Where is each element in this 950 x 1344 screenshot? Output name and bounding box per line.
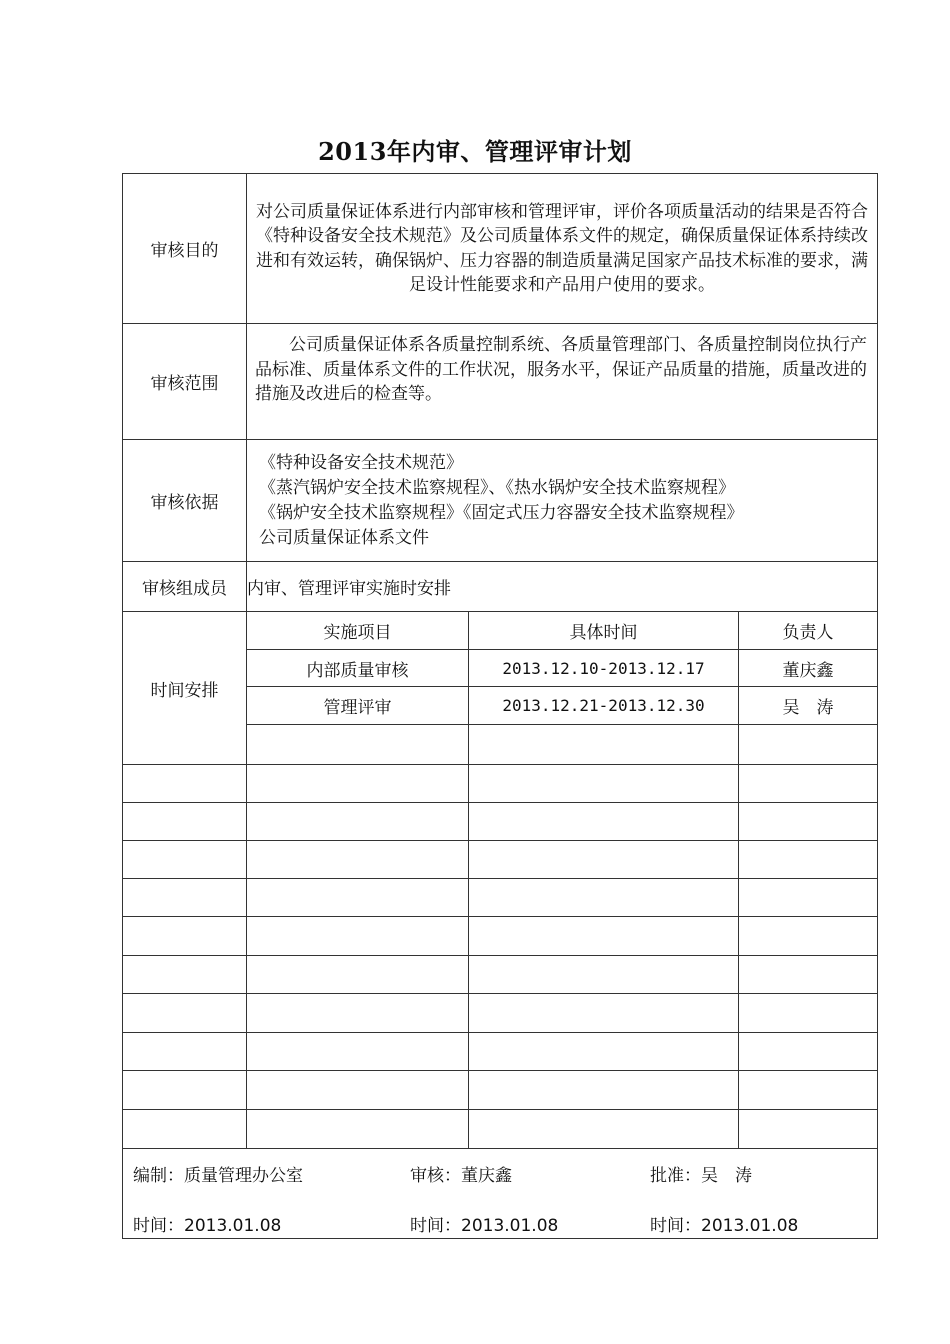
basis-line: 《蒸汽锅炉安全技术监察规程》、《热水锅炉安全技术监察规程》 — [259, 477, 735, 498]
empty-cell — [123, 1033, 247, 1071]
empty-cell — [469, 956, 739, 994]
empty-cell — [247, 1033, 469, 1071]
empty-row — [123, 1033, 878, 1071]
empty-cell — [247, 994, 469, 1033]
empty-cell — [739, 803, 878, 841]
empty-cell — [469, 1033, 739, 1071]
purpose-row — [123, 174, 878, 324]
empty-row — [123, 1071, 878, 1110]
purpose-label: 审核目的 — [123, 174, 247, 324]
schedule-owner: 吴 涛 — [739, 687, 878, 725]
empty-cell — [469, 1110, 739, 1149]
empty-cell — [739, 1071, 878, 1110]
schedule-label: 时间安排 — [123, 612, 247, 765]
empty-cell — [469, 917, 739, 956]
scope-row — [123, 324, 878, 440]
empty-cell — [469, 765, 739, 803]
scope-cell — [247, 324, 878, 440]
page-title: 2013年内审、管理评审计划 — [318, 137, 632, 166]
empty-row — [123, 956, 878, 994]
prepared-by: 编制：质量管理办公室 — [133, 1165, 303, 1186]
empty-row — [123, 765, 878, 803]
empty-cell — [739, 765, 878, 803]
members-text: 内审、管理评审实施时安排 — [247, 562, 878, 612]
empty-cell — [739, 917, 878, 956]
empty-row — [123, 803, 878, 841]
members-row — [123, 562, 878, 612]
purpose-cell — [247, 174, 878, 324]
approved-date: 时间：2013.01.08 — [650, 1215, 799, 1236]
schedule-time: 2013.12.21-2013.12.30 — [469, 687, 739, 725]
empty-row — [123, 994, 878, 1033]
reviewed-by: 审核：董庆鑫 — [410, 1165, 512, 1186]
empty-row — [123, 879, 878, 917]
reviewed-date: 时间：2013.01.08 — [410, 1215, 559, 1236]
audit-plan-table — [122, 173, 878, 1239]
empty-cell — [469, 725, 739, 765]
basis-line: 《特种设备安全技术规范》 — [259, 452, 463, 473]
empty-cell — [123, 765, 247, 803]
signature-row — [123, 1149, 878, 1239]
empty-cell — [123, 956, 247, 994]
empty-cell — [739, 994, 878, 1033]
empty-cell — [739, 956, 878, 994]
schedule-time: 2013.12.10-2013.12.17 — [469, 650, 739, 687]
empty-cell — [247, 841, 469, 879]
schedule-item: 管理评审 — [247, 687, 469, 725]
basis-row — [123, 440, 878, 562]
empty-cell — [247, 879, 469, 917]
scope-text: 公司质量保证体系各质量控制系统、各质量管理部门、各质量控制岗位执行产品标准、质量体系文件的工作状况，服务水平，保证产品质量的措施，质量改进的措施及改进后的检查等。 — [255, 335, 867, 404]
empty-cell — [469, 879, 739, 917]
empty-row — [123, 1110, 878, 1149]
schedule-header-row — [123, 612, 878, 650]
empty-cell — [247, 1110, 469, 1149]
empty-cell — [469, 803, 739, 841]
members-label: 审核组成员 — [123, 562, 247, 612]
prepared-date: 时间：2013.01.08 — [133, 1215, 282, 1236]
empty-cell — [247, 803, 469, 841]
empty-cell — [739, 841, 878, 879]
empty-cell — [123, 803, 247, 841]
basis-line: 《锅炉安全技术监察规程》《固定式压力容器安全技术监察规程》 — [259, 502, 744, 523]
approved-by: 批准：吴 涛 — [650, 1165, 752, 1186]
empty-cell — [247, 917, 469, 956]
scope-label: 审核范围 — [123, 324, 247, 440]
header-time: 具体时间 — [469, 612, 739, 650]
empty-cell — [469, 994, 739, 1033]
purpose-text: 对公司质量保证体系进行内部审核和管理评审，评价各项质量活动的结果是否符合《特种设备安全技术规范》及公司质量体系文件的规定，确保质量保证体系持续改进和有效运转，确保锅炉、压力容器的制造质量满足国家产品技术标准的要求，满足设计性能要求和产品用户使用的要求。 — [256, 201, 869, 295]
empty-cell — [739, 1033, 878, 1071]
empty-cell — [247, 956, 469, 994]
empty-cell — [123, 917, 247, 956]
empty-cell — [469, 841, 739, 879]
empty-cell — [739, 879, 878, 917]
empty-cell — [123, 1110, 247, 1149]
basis-line: 公司质量保证体系文件 — [259, 527, 429, 548]
schedule-owner: 董庆鑫 — [739, 650, 878, 687]
header-owner: 负责人 — [739, 612, 878, 650]
empty-cell — [247, 725, 469, 765]
basis-cell — [247, 440, 878, 562]
empty-cell — [739, 1110, 878, 1149]
empty-row — [123, 841, 878, 879]
header-item: 实施项目 — [247, 612, 469, 650]
empty-cell — [123, 994, 247, 1033]
empty-cell — [247, 765, 469, 803]
empty-cell — [123, 879, 247, 917]
empty-cell — [123, 841, 247, 879]
empty-cell — [739, 725, 878, 765]
empty-row — [123, 917, 878, 956]
empty-cell — [247, 1071, 469, 1110]
signature-cell — [123, 1149, 878, 1239]
empty-cell — [123, 1071, 247, 1110]
empty-cell — [469, 1071, 739, 1110]
schedule-item: 内部质量审核 — [247, 650, 469, 687]
basis-label: 审核依据 — [123, 440, 247, 562]
